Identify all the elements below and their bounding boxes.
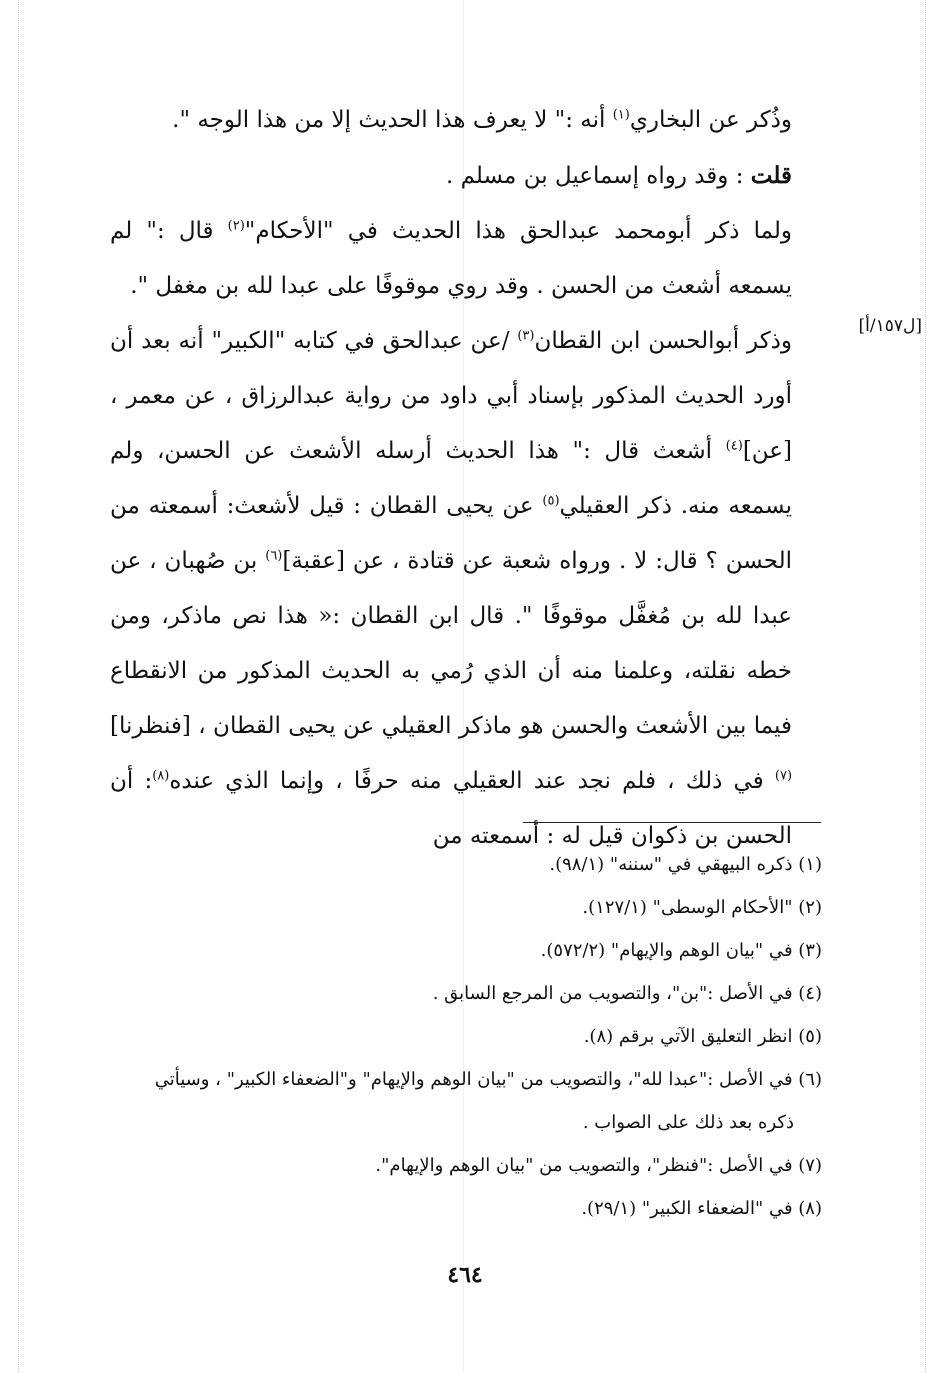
footnote-separator [523,822,821,823]
footnotes [110,843,822,1230]
footnote-6: (٦) في الأصل :"عبدا لله"، والتصويب من "بيان الوهم والإيهام" و"الضعفاء الكبير" ، وسيأتي [154,1069,822,1090]
text-run: أشعث قال :" هذا الحديث أرسله الأشعث عن الحسن، ولم يسمعه منه. ذكر العقيلي [110,438,793,519]
manuscript-folio-note: [ل١٥٧/أ] [858,316,922,336]
footnote-4: (٤) في الأصل :"بن"، والتصويب من المرجع السابق . [432,983,822,1004]
footnote-8: (٨) في "الضعفاء الكبير" (٢٩/١). [581,1198,822,1219]
qultu-label: قلت [750,162,792,189]
paragraph-4 [110,314,820,864]
paragraph-2 [110,148,820,204]
footnote-2: (٢) "الأحكام الوسطى" (١٢٧/١). [582,897,822,918]
page-number: ٤٦٤ [447,1262,483,1288]
footnote-5: (٥) انظر التعليق الآتي برقم (٨). [583,1026,822,1047]
text-run: عن يحيى القطان : قيل لأشعث: أسمعته من الحسن ؟ قال: لا . ورواه شعبة عن قتادة ، عن [عقبة] [110,493,793,574]
footnote-ref-2: (٢) [227,218,245,234]
text-run: قال :" لم يسمعه أشعث من الحسن . وقد روي موقوفًا على عبدا لله بن مغفل ". [110,218,792,299]
footnote-ref-5: (٥) [542,493,560,509]
text-run: ولما ذكر أبومحمد عبدالحق هذا الحديث في "الأحكام" [244,218,792,244]
footnote-ref-4: (٤) [725,438,743,454]
paragraph-1 [110,93,820,148]
footnote-ref-8: (٨) [152,768,170,784]
scan-dotted-line-right [925,0,926,1373]
footnote-ref-3: (٣) [517,328,535,344]
footnote-7: (٧) في الأصل :"فنظر"، والتصويب من "بيان الوهم والإيهام". [375,1155,822,1176]
footnote-1: (١) ذكره البيهقي في "سننه" (٩٨/١). [549,854,822,875]
text-run: /عن عبدالحق في كتابه "الكبير" أنه بعد أن أورد الحديث المذكور بإسناد أبي داود من رواية عبدالرزاق ، عن معمر ، [عن] [110,328,792,464]
text-run: في ذلك ، فلم نجد عند العقيلي منه حرفًا ، وإنما الذي عنده [169,768,775,794]
text-run: وذُكر عن البخاري [629,107,792,133]
footnote-ref-1: (١) [612,107,630,123]
scan-dotted-line-left [18,0,19,1373]
main-text [110,93,820,864]
text-run: : وقد رواه إسماعيل بن مسلم . [446,163,751,189]
footnote-ref-7: (٧) [774,768,793,784]
footnote-6-continuation: ذكره بعد ذلك على الصواب . [582,1112,794,1133]
text-run: وذكر أبوالحسن ابن القطان [534,328,792,354]
paragraph-3 [110,204,820,314]
text-run: : أن الحسن بن ذكوان قيل له : أسمعته من [110,768,792,849]
text-run: أنه :" لا يعرف هذا الحديث إلا من هذا الوجه ". [172,107,613,133]
footnote-3: (٣) في "بيان الوهم والإيهام" (٥٧٢/٢). [540,940,822,961]
footnote-ref-6: (٦) [265,548,283,564]
text-run: بن صُهبان ، عن عبدا لله بن مُغفَّل موقوفًا ". قال ابن القطان :« هذا نص ماذكر، ومن خطه نقلته، وعلمنا منه أن الذي رُمي به الحديث المذكور من الانقطاع فيما بين الأشعث والحسن هو ماذكر العقيلي عن يحيى القطان ، [فنظرنا] [110,548,792,739]
